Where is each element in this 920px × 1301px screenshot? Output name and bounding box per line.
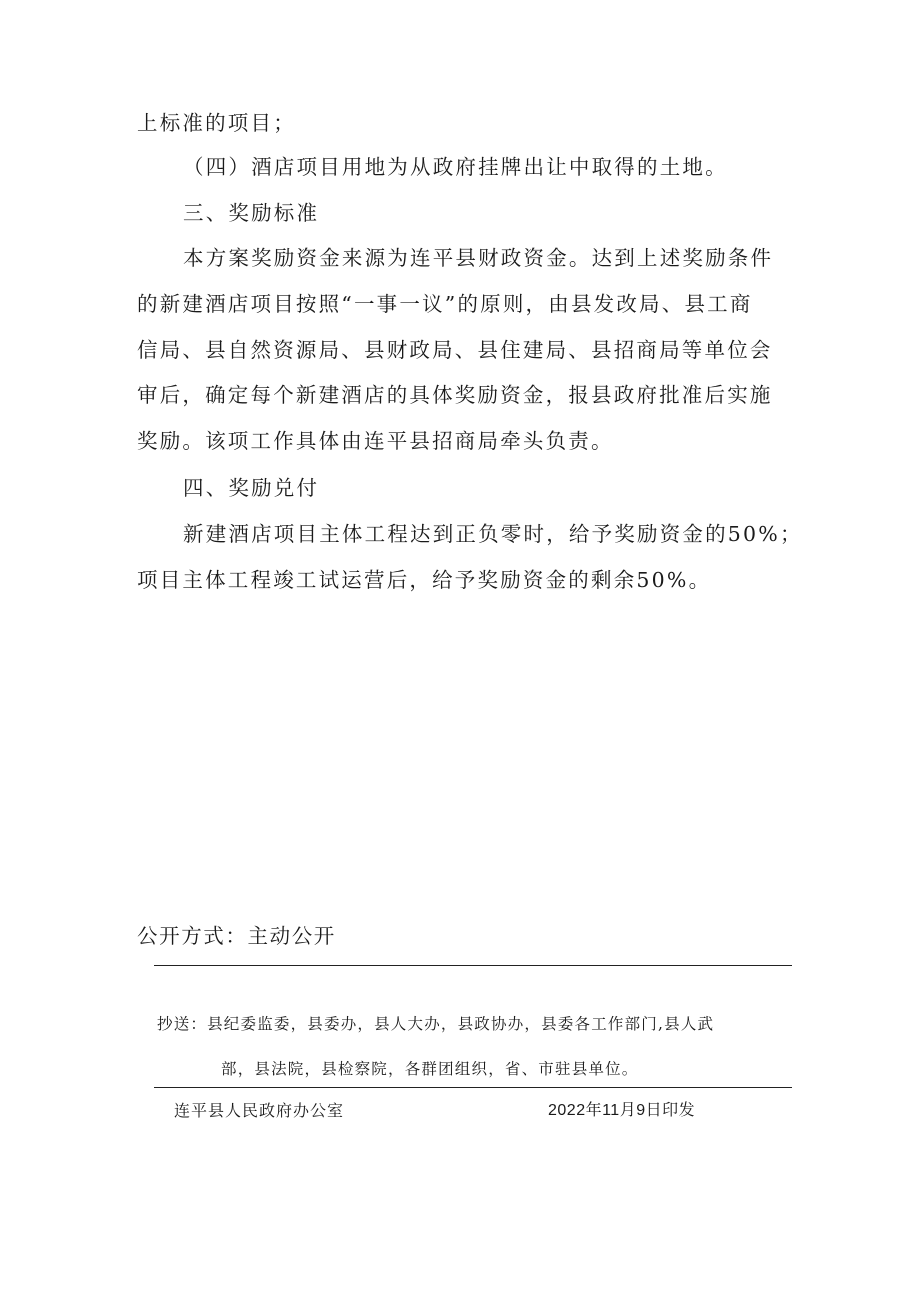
body-line-4: 本方案奖励资金来源为连平县财政资金。达到上述奖励条件 <box>183 246 774 270</box>
body-line-10: 新建酒店项目主体工程达到正负零时，给予奖励资金的50%； <box>183 522 803 546</box>
body-line-6: 信局、县自然资源局、县财政局、县住建局、县招商局等单位会 <box>137 338 773 362</box>
body-line-5: 的新建酒店项目按照“一事一议”的原则，由县发改局、县工商 <box>137 292 753 316</box>
issue-date: 2022年11月9日印发 <box>548 1102 696 1119</box>
cc-line-2: 部，县法院，县检察院，各群团组织，省、市驻县单位。 <box>221 1060 639 1078</box>
issuer-name: 连平县人民政府办公室 <box>174 1101 345 1120</box>
cc-line-1: 抄送：县纪委监委，县委办，县人大办，县政协办，县委各工作部门,县人武 <box>157 1015 715 1033</box>
body-line-2: （四）酒店项目用地为从政府挂牌出让中取得的土地。 <box>183 155 728 179</box>
section-heading-3: 三、奖励标准 <box>183 201 320 225</box>
body-line-7: 审后，确定每个新建酒店的具体奖励资金，报县政府批准后实施 <box>137 383 773 407</box>
section-heading-4: 四、奖励兑付 <box>183 476 320 500</box>
body-line-8: 奖励。该项工作具体由连平县招商局牵头负责。 <box>137 429 614 453</box>
cc-top-rule <box>154 965 792 966</box>
body-line-11: 项目主体工程竣工试运营后，给予奖励资金的剩余50%。 <box>137 568 712 592</box>
body-line-1: 上标准的项目； <box>137 111 296 135</box>
cc-bottom-rule <box>154 1087 792 1088</box>
disclosure-method: 公开方式：主动公开 <box>137 924 336 948</box>
